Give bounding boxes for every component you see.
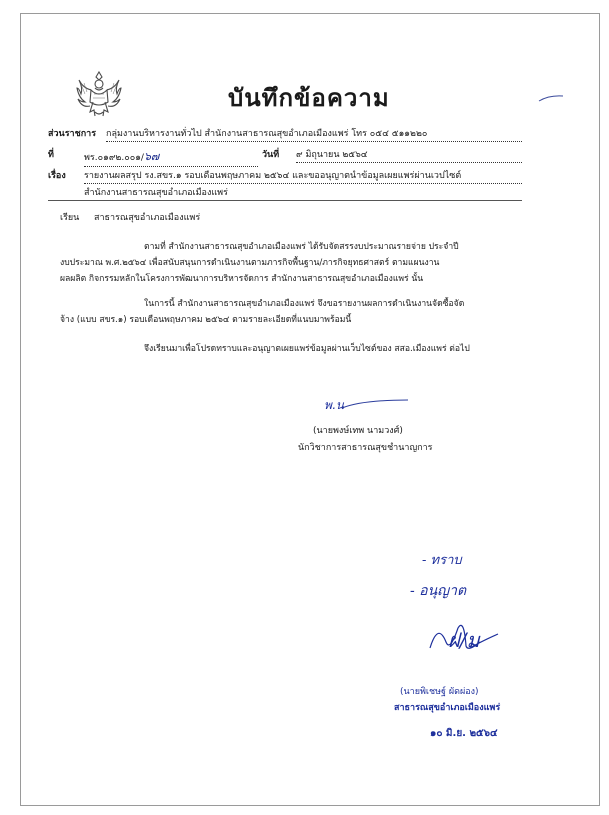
signer-name: (นายพงษ์เทพ นามวงศ์) [313,426,403,436]
salutation-value: สาธารณสุขอำเภอเมืองแพร่ [94,213,201,223]
paragraph-1-line-2: งบประมาณ พ.ศ.๒๕๖๔ เพื่อสนับสนุนการดำเนินงานตามภารกิจพื้นฐาน/ภารกิจยุทธศาสตร์ ตามแผนงาน [60,258,440,268]
pen-mark-icon [538,94,564,104]
signer-signature: พ.น [324,398,344,412]
approval-signature-stroke [424,618,504,656]
subject-line-2: สำนักงานสาธารณสุขอำเภอเมืองแพร่ [84,188,228,198]
paragraph-2-line-2: จ้าง (แบบ สขร.๑) รอบเดือนพฤษภาคม ๒๕๖๔ ตามรายละเอียดที่แนบมาพร้อมนี้ [60,315,352,325]
ref-value-field [84,147,258,167]
approver-position: สาธารณสุขอำเภอเมืองแพร่ [394,703,501,713]
date-label: วันที่ [262,150,280,160]
paragraph-3: จึงเรียนมาเพื่อโปรดทราบและอนุญาตเผยแพร่ข้อมูลผ่านเว็บไซต์ของ สสอ.เมืองแพร่ ต่อไป [144,344,470,354]
header-divider [48,200,522,201]
approver-name: (นายพิเชษฐ์ ผัดผ่อง) [400,687,479,697]
paragraph-2-line-1: ในการนี้ สำนักงานสาธารณสุขอำเภอเมืองแพร่ จึงขอรายงานผลการดำเนินงานจัดซื้อจัด [144,299,465,309]
department-value: กลุ่มงานบริหารงานทั่วไป สำนักงานสาธารณสุขอำเภอเมืองแพร่ โทร ๐๕๔ ๕๑๑๒๒๐ [106,126,522,142]
salutation-label: เรียน [60,213,80,223]
approval-note-permit: - อนุญาต [410,583,467,599]
department-label: ส่วนราชการ [48,129,97,139]
approval-date: ๑๐ มิ.ย. ๒๕๖๔ [430,728,498,739]
ref-handwritten-number: ๖๗ [143,150,160,163]
approval-signature: ฝ/ม [448,628,480,652]
subject-line-1: รายงานผลสรุป รง.สขร.๑ รอบเดือนพฤษภาคม ๒๕๖๔ และขออนุญาตนำข้อมูลเผยแพร่ผ่านเวปไซต์ [84,168,522,184]
subject-label: เรื่อง [48,171,66,181]
date-value: ๙ มิถุนายน ๒๕๖๔ [296,147,522,163]
ref-value: พร.๐๑๙๒.๐๐๑/ [84,153,144,163]
ref-label: ที่ [48,150,54,160]
document-title: บันทึกข้อความ [228,84,390,112]
paragraph-1-line-1: ตามที่ สำนักงานสาธารณสุขอำเภอเมืองแพร่ ได้รับจัดสรรงบประมาณรายจ่าย ประจำปี [144,242,459,252]
approval-note-acknowledge: - ทราบ [422,553,462,568]
signer-position: นักวิชาการสาธารณสุขชำนาญการ [298,443,433,453]
signer-signature-stroke [340,398,410,412]
garuda-emblem-icon [76,68,122,120]
paragraph-1-line-3: ผลผลิต กิจกรรมหลักในโครงการพัฒนาการบริหารจัดการ สำนักงานสาธารณสุขอำเภอเมืองแพร่ นั้น [60,274,424,284]
